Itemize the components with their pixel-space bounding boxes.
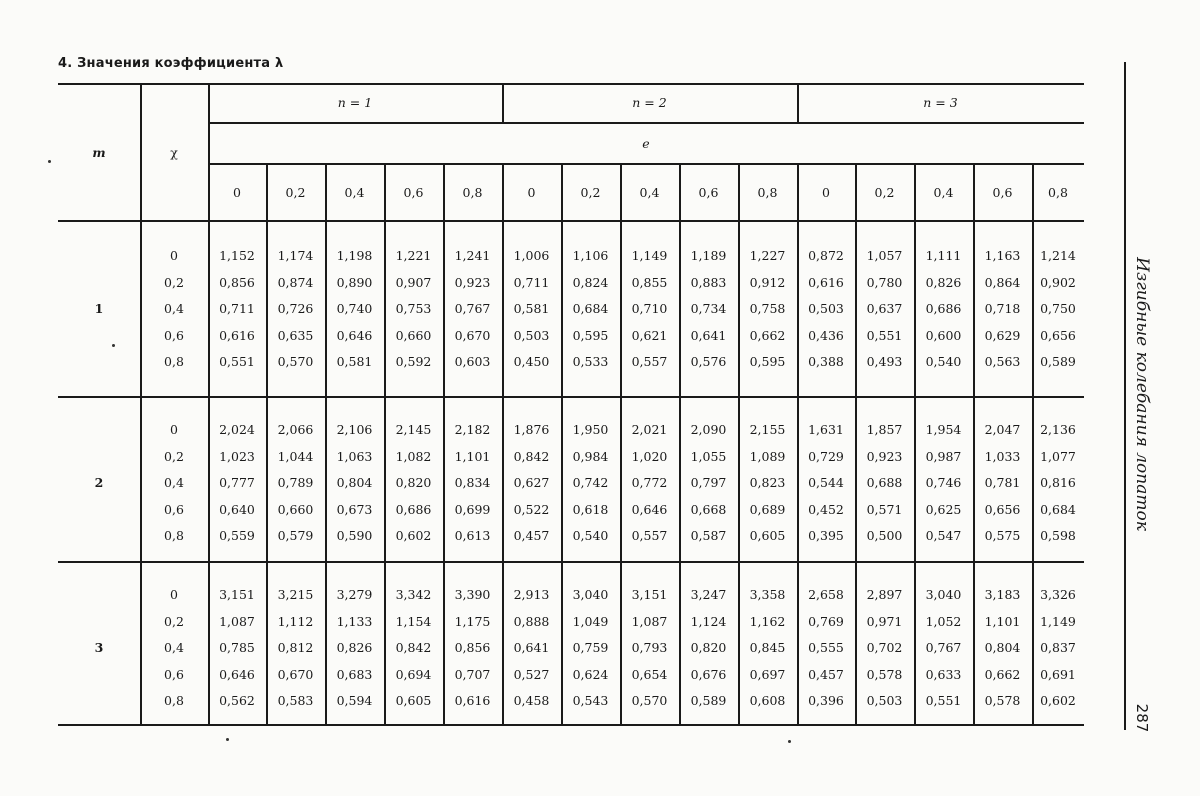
table-cell: 2,658 <box>808 587 844 602</box>
table-cell: 2,021 <box>631 422 668 437</box>
table-cell: 0,598 <box>1040 528 1076 543</box>
table-cell: 1,241 <box>454 248 491 263</box>
table-cell: 0,767 <box>925 640 962 655</box>
table-cell: 0,804 <box>984 640 1021 655</box>
header-e-value: 0,2 <box>285 185 306 200</box>
table-cell: 0,753 <box>395 301 432 316</box>
table-cell: 0,579 <box>277 528 314 543</box>
coefficient-table <box>58 83 1084 726</box>
header-e-value: 0,8 <box>757 185 778 200</box>
header-n-group: n = 3 <box>923 95 958 110</box>
table-cell: 1,857 <box>866 422 903 437</box>
table-cell: 0,627 <box>513 475 550 490</box>
table-cell: 0,581 <box>336 354 373 369</box>
table-cell: 0,656 <box>1040 327 1076 343</box>
table-cell: 0,874 <box>277 274 314 290</box>
table-cell: 0,812 <box>277 640 314 655</box>
table-cell: 0,557 <box>631 354 668 369</box>
page-edge-rule <box>1124 62 1126 730</box>
table-cell: 2,155 <box>749 422 786 437</box>
header-e-value: 0 <box>233 185 241 200</box>
table-cell: 1,023 <box>219 448 255 464</box>
table-cell: 0,660 <box>395 327 432 343</box>
table-cell: 0,856 <box>454 640 491 655</box>
table-cell: 0,551 <box>925 693 962 708</box>
header-bottom-rule <box>58 220 1084 222</box>
table-cell: 0,750 <box>1040 301 1076 316</box>
table-cell: 1,950 <box>572 422 609 437</box>
table-cell: 0,711 <box>513 274 550 290</box>
table-cell: 0,684 <box>1040 501 1076 517</box>
header-e-value: 0,6 <box>403 185 424 200</box>
table-cell: 0,855 <box>631 274 668 290</box>
table-cell: 0,533 <box>572 354 609 369</box>
table-cell: 0,777 <box>219 475 255 490</box>
table-cell: 0,842 <box>513 448 550 464</box>
table-cell: 0,888 <box>513 613 550 629</box>
chi-value: 0,4 <box>164 475 184 490</box>
table-cell: 0,718 <box>984 301 1021 316</box>
header-e-value: 0 <box>822 185 830 200</box>
header-chi: χ <box>170 145 178 160</box>
block-separator-rule <box>58 561 1084 563</box>
table-cell: 0,758 <box>749 301 786 316</box>
table-cell: 0,637 <box>866 301 903 316</box>
table-cell: 0,500 <box>866 528 903 543</box>
table-cell: 0,710 <box>631 301 668 316</box>
table-cell: 0,683 <box>336 666 373 682</box>
table-cell: 2,090 <box>690 422 727 437</box>
table-cell: 0,587 <box>690 528 727 543</box>
table-cell: 1,112 <box>277 613 314 629</box>
table-cell: 0,641 <box>690 327 727 343</box>
table-cell: 0,555 <box>808 640 844 655</box>
table-cell: 2,145 <box>395 422 432 437</box>
table-cell: 1,954 <box>925 422 962 437</box>
table-cell: 0,673 <box>336 501 373 517</box>
table-cell: 0,602 <box>395 528 432 543</box>
table-cell: 0,629 <box>984 327 1021 343</box>
header-e-value: 0,2 <box>874 185 895 200</box>
table-cell: 1,214 <box>1040 248 1076 263</box>
header-n-group: n = 1 <box>337 95 373 110</box>
table-cell: 0,890 <box>336 274 373 290</box>
print-speck <box>48 160 51 163</box>
table-cell: 0,856 <box>219 274 255 290</box>
table-cell: 0,923 <box>866 448 903 464</box>
table-cell: 0,581 <box>513 301 550 316</box>
table-cell: 0,824 <box>572 274 609 290</box>
table-cell: 3,358 <box>749 587 786 602</box>
table-cell: 0,668 <box>690 501 727 517</box>
table-cell: 0,837 <box>1040 640 1076 655</box>
table-cell: 0,804 <box>336 475 373 490</box>
table-cell: 0,641 <box>513 640 550 655</box>
table-cell: 2,024 <box>219 422 255 437</box>
table-cell: 2,106 <box>336 422 373 437</box>
table-cell: 0,595 <box>572 327 609 343</box>
table-cell: 1,198 <box>336 248 373 263</box>
table-cell: 3,183 <box>984 587 1021 602</box>
table-cell: 0,503 <box>808 301 844 316</box>
chi-value: 0,6 <box>164 501 184 517</box>
table-cell: 1,221 <box>395 248 432 263</box>
table-cell: 1,055 <box>690 448 727 464</box>
table-cell: 0,772 <box>631 475 668 490</box>
table-cell: 0,522 <box>513 501 550 517</box>
chi-value: 0,6 <box>164 666 184 682</box>
table-cell: 0,450 <box>513 354 550 369</box>
table-cell: 1,101 <box>984 613 1021 629</box>
table-cell: 0,625 <box>925 501 962 517</box>
table-cell: 1,033 <box>984 448 1021 464</box>
table-cell: 1,163 <box>984 248 1021 263</box>
table-cell: 0,662 <box>749 327 786 343</box>
table-cell: 0,702 <box>866 640 903 655</box>
chi-value: 0,8 <box>164 354 184 369</box>
table-cell: 0,396 <box>808 693 844 708</box>
table-cell: 0,635 <box>277 327 314 343</box>
table-cell: 0,562 <box>219 693 255 708</box>
table-cell: 0,742 <box>572 475 609 490</box>
table-cell: 0,583 <box>277 693 314 708</box>
table-cell: 0,543 <box>572 693 609 708</box>
table-cell: 0,616 <box>808 274 844 290</box>
table-cell: 0,624 <box>572 666 609 682</box>
table-cell: 0,697 <box>749 666 786 682</box>
table-cell: 1,227 <box>749 248 786 263</box>
table-cell: 1,175 <box>454 613 491 629</box>
table-cell: 1,044 <box>277 448 314 464</box>
table-cell: 0,616 <box>454 693 491 708</box>
table-cell: 0,834 <box>454 475 491 490</box>
table-cell: 0,686 <box>395 501 432 517</box>
chi-value: 0,4 <box>164 301 184 316</box>
table-cell: 0,823 <box>749 475 786 490</box>
table-cell: 3,247 <box>690 587 727 602</box>
table-cell: 2,897 <box>866 587 903 602</box>
table-cell: 0,820 <box>395 475 432 490</box>
header-e-value: 0,6 <box>992 185 1013 200</box>
table-cell: 0,578 <box>866 666 903 682</box>
table-cell: 0,571 <box>866 501 903 517</box>
header-e-value: 0,8 <box>462 185 483 200</box>
table-cell: 0,640 <box>219 501 255 517</box>
table-cell: 0,662 <box>984 666 1021 682</box>
table-cell: 0,590 <box>336 528 373 543</box>
print-speck <box>788 740 791 743</box>
table-cell: 0,691 <box>1040 666 1076 682</box>
table-cell: 0,646 <box>336 327 373 343</box>
page-number-text: 287 <box>1133 703 1151 733</box>
table-cell: 1,063 <box>336 448 373 464</box>
table-cell: 1,020 <box>631 448 668 464</box>
table-cell: 0,600 <box>925 327 962 343</box>
table-cell: 0,820 <box>690 640 727 655</box>
table-cell: 0,452 <box>808 501 844 517</box>
header-e-value: 0 <box>527 185 536 200</box>
table-cell: 0,457 <box>513 528 550 543</box>
table-cell: 1,149 <box>631 248 668 263</box>
table-cell: 0,816 <box>1040 475 1076 490</box>
e-header-rule <box>208 163 1084 165</box>
table-cell: 0,540 <box>572 528 609 543</box>
running-head-text: Изгибные колебания лопаток <box>1132 257 1152 531</box>
chi-value: 0,2 <box>164 613 184 629</box>
chi-value: 0,2 <box>164 448 184 464</box>
table-cell: 0,603 <box>454 354 491 369</box>
table-cell: 1,101 <box>454 448 491 464</box>
table-cell: 1,162 <box>749 613 786 629</box>
table-cell: 0,608 <box>749 693 786 708</box>
table-cell: 0,493 <box>866 354 903 369</box>
table-cell: 0,576 <box>690 354 727 369</box>
table-cell: 1,154 <box>395 613 432 629</box>
table-cell: 0,734 <box>690 301 727 316</box>
table-cell: 0,769 <box>808 613 844 629</box>
table-cell: 0,688 <box>866 475 903 490</box>
table-cell: 0,578 <box>984 693 1021 708</box>
table-cell: 0,907 <box>395 274 432 290</box>
table-cell: 0,646 <box>631 501 668 517</box>
table-cell: 0,395 <box>808 528 844 543</box>
table-cell: 0,684 <box>572 301 609 316</box>
table-cell: 2,182 <box>454 422 491 437</box>
table-cell: 0,602 <box>1040 693 1076 708</box>
table-cell: 0,547 <box>925 528 962 543</box>
table-cell: 3,151 <box>219 587 255 602</box>
chi-value: 0,4 <box>164 640 184 655</box>
table-cell: 0,544 <box>808 475 844 490</box>
table-cell: 0,551 <box>219 354 255 369</box>
table-cell: 0,589 <box>690 693 727 708</box>
table-cell: 0,729 <box>808 448 844 464</box>
table-cell: 3,390 <box>454 587 491 602</box>
table-cell: 0,656 <box>984 501 1021 517</box>
table-title: 4. Значения коэффициента λ <box>58 56 284 71</box>
header-e-value: 0,8 <box>1048 185 1068 200</box>
table-cell: 0,902 <box>1040 274 1076 290</box>
table-cell: 0,589 <box>1040 354 1076 369</box>
table-cell: 0,551 <box>866 327 903 343</box>
table-cell: 1,149 <box>1040 613 1076 629</box>
table-cell: 1,077 <box>1040 448 1076 464</box>
header-e-value: 0,4 <box>639 185 660 200</box>
header-e: e <box>642 136 650 151</box>
table-cell: 0,759 <box>572 640 609 655</box>
chi-value: 0,6 <box>164 327 184 343</box>
print-speck <box>112 344 115 347</box>
table-cell: 0,613 <box>454 528 491 543</box>
table-cell: 1,133 <box>336 613 373 629</box>
table-cell: 0,797 <box>690 475 727 490</box>
table-cell: 3,215 <box>277 587 314 602</box>
table-cell: 3,040 <box>925 587 962 602</box>
table-cell: 0,746 <box>925 475 962 490</box>
table-cell: 0,686 <box>925 301 962 316</box>
table-cell: 1,189 <box>690 248 727 263</box>
table-cell: 1,087 <box>631 613 668 629</box>
table-cell: 1,152 <box>219 248 255 263</box>
table-cell: 0,789 <box>277 475 314 490</box>
table-cell: 0,557 <box>631 528 668 543</box>
table-cell: 0,707 <box>454 666 491 682</box>
table-cell: 1,052 <box>925 613 962 629</box>
table-cell: 3,040 <box>572 587 609 602</box>
table-cell: 0,971 <box>866 613 903 629</box>
table-cell: 0,689 <box>749 501 786 517</box>
table-cell: 0,621 <box>631 327 668 343</box>
table-cell: 0,457 <box>808 666 844 682</box>
table-cell: 0,780 <box>866 274 903 290</box>
header-e-value: 0,4 <box>344 185 365 200</box>
table-cell: 0,592 <box>395 354 432 369</box>
table-cell: 0,570 <box>277 354 314 369</box>
table-cell: 0,694 <box>395 666 432 682</box>
block-m-label: 1 <box>94 301 104 316</box>
block-separator-rule <box>58 396 1084 398</box>
table-cell: 1,124 <box>690 613 727 629</box>
table-cell: 0,540 <box>925 354 962 369</box>
table-cell: 1,006 <box>513 248 550 263</box>
table-cell: 1,087 <box>219 613 255 629</box>
table-cell: 0,872 <box>808 248 844 263</box>
table-cell: 0,845 <box>749 640 786 655</box>
table-cell: 0,842 <box>395 640 432 655</box>
chi-value: 0,8 <box>164 693 184 708</box>
table-cell: 0,785 <box>219 640 255 655</box>
table-cell: 0,503 <box>513 327 550 343</box>
table-cell: 0,436 <box>808 327 844 343</box>
print-speck <box>226 738 229 741</box>
header-e-value: 0,2 <box>580 185 601 200</box>
table-cell: 2,136 <box>1040 422 1076 437</box>
table-cell: 0,781 <box>984 475 1021 490</box>
table-cell: 0,633 <box>925 666 962 682</box>
table-cell: 3,342 <box>395 587 432 602</box>
block-m-label: 2 <box>94 475 104 490</box>
header-e-value: 0,6 <box>698 185 719 200</box>
table-cell: 0,987 <box>925 448 962 464</box>
chi-value: 0 <box>170 248 178 263</box>
table-cell: 0,570 <box>631 693 668 708</box>
table-cell: 0,864 <box>984 274 1021 290</box>
table-cell: 0,616 <box>219 327 255 343</box>
table-cell: 0,646 <box>219 666 255 682</box>
header-m: m <box>92 145 106 160</box>
table-cell: 0,699 <box>454 501 491 517</box>
chi-value: 0,8 <box>164 528 184 543</box>
table-cell: 0,605 <box>749 528 786 543</box>
table-cell: 0,563 <box>984 354 1021 369</box>
table-cell: 0,605 <box>395 693 432 708</box>
table-cell: 2,066 <box>277 422 314 437</box>
table-cell: 1,089 <box>749 448 786 464</box>
table-cell: 3,279 <box>336 587 373 602</box>
table-cell: 0,458 <box>513 693 550 708</box>
table-cell: 0,670 <box>277 666 314 682</box>
header-e-value: 0,4 <box>933 185 954 200</box>
header-n-group: n = 2 <box>632 95 667 110</box>
table-cell: 1,082 <box>395 448 432 464</box>
table-cell: 0,793 <box>631 640 668 655</box>
table-cell: 0,660 <box>277 501 314 517</box>
chi-value: 0 <box>170 422 178 437</box>
table-cell: 0,388 <box>808 354 844 369</box>
table-cell: 2,913 <box>513 587 550 602</box>
table-cell: 0,912 <box>749 274 786 290</box>
table-cell: 0,654 <box>631 666 668 682</box>
table-cell: 1,876 <box>513 422 550 437</box>
table-cell: 0,503 <box>866 693 903 708</box>
table-cell: 1,049 <box>572 613 609 629</box>
table-top-rule <box>58 83 1084 85</box>
table-cell: 0,767 <box>454 301 491 316</box>
chi-value: 0,2 <box>164 274 184 290</box>
n-header-rule <box>208 122 1084 124</box>
table-cell: 1,057 <box>866 248 903 263</box>
table-cell: 0,826 <box>925 274 962 290</box>
table-bottom-rule <box>58 724 1084 726</box>
table-cell: 1,174 <box>277 248 314 263</box>
table-cell: 1,106 <box>572 248 609 263</box>
table-cell: 0,923 <box>454 274 491 290</box>
table-cell: 0,726 <box>277 301 314 316</box>
table-cell: 0,527 <box>513 666 550 682</box>
table-cell: 2,047 <box>984 422 1021 437</box>
table-cell: 1,111 <box>925 248 962 263</box>
block-m-label: 3 <box>94 640 104 655</box>
table-cell: 3,151 <box>631 587 668 602</box>
table-cell: 0,670 <box>454 327 491 343</box>
table-cell: 0,594 <box>336 693 373 708</box>
table-cell: 0,575 <box>984 528 1021 543</box>
table-cell: 0,595 <box>749 354 786 369</box>
table-cell: 3,326 <box>1040 587 1076 602</box>
table-cell: 0,984 <box>572 448 609 464</box>
table-cell: 0,740 <box>336 301 373 316</box>
table-cell: 0,559 <box>219 528 255 543</box>
chi-value: 0 <box>170 587 178 602</box>
table-cell: 0,883 <box>690 274 727 290</box>
table-cell: 0,618 <box>572 501 609 517</box>
table-cell: 0,711 <box>219 301 255 316</box>
table-cell: 0,676 <box>690 666 727 682</box>
table-cell: 1,631 <box>808 422 844 437</box>
table-cell: 0,826 <box>336 640 373 655</box>
